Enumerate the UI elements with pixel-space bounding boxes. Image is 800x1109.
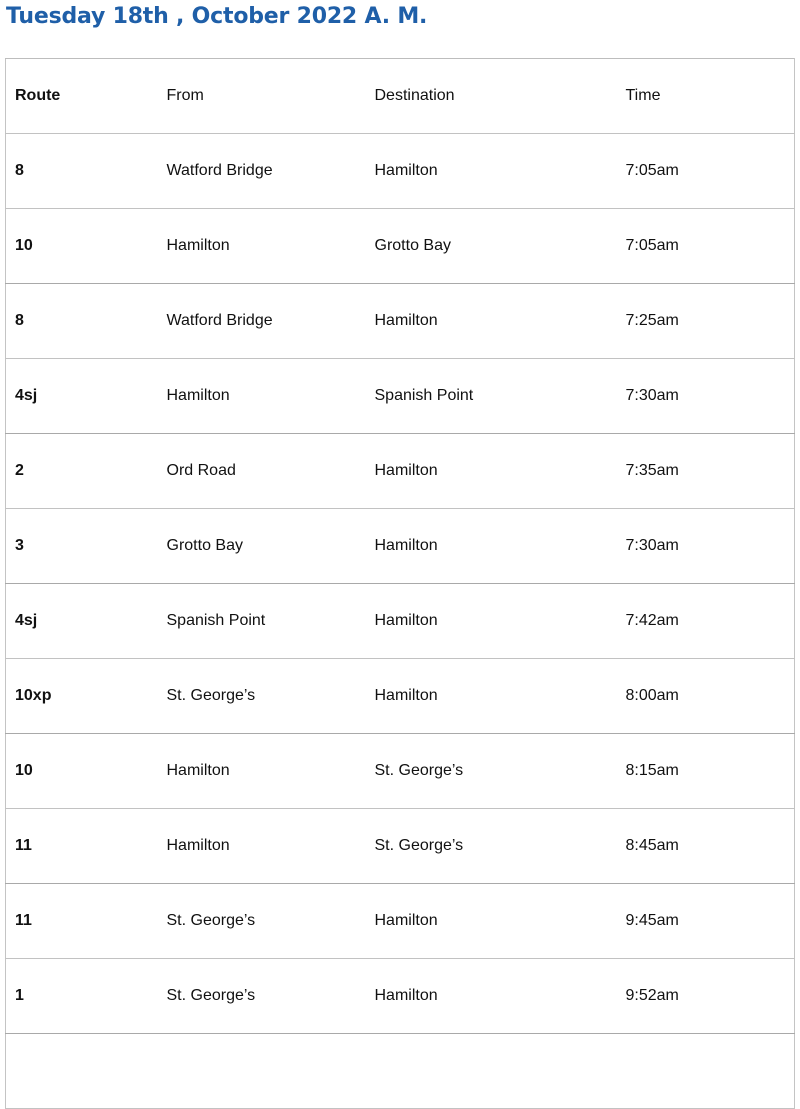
cell-destination: Hamilton: [366, 884, 617, 959]
table-row: [6, 209, 795, 284]
cell-destination: Hamilton: [366, 509, 617, 584]
cell-route: 11: [6, 884, 158, 959]
cell-route: 4sj: [6, 584, 158, 659]
cell-route: 8: [6, 284, 158, 359]
cell-from: St. George’s: [158, 884, 366, 959]
cell-time: 9:52am: [617, 959, 795, 1034]
cell-route: 2: [6, 434, 158, 509]
cell-destination: Hamilton: [366, 959, 617, 1034]
page-title: Tuesday 18th , October 2022 A. M.: [6, 4, 428, 29]
cell-time: 8:45am: [617, 809, 795, 884]
cell-route: 10: [6, 209, 158, 284]
table-row: [6, 884, 795, 959]
cell-from: Hamilton: [158, 809, 366, 884]
table-row: [6, 734, 795, 809]
cell-route: 4sj: [6, 359, 158, 434]
cell-destination: St. George’s: [366, 809, 617, 884]
cell-time: 7:05am: [617, 134, 795, 209]
cell-from: [158, 1034, 366, 1109]
cell-time: 7:30am: [617, 509, 795, 584]
cell-from: Spanish Point: [158, 584, 366, 659]
table-row: [6, 1034, 795, 1109]
header-destination: Destination: [366, 59, 617, 134]
schedule-body: [6, 59, 795, 1109]
cell-time: 7:42am: [617, 584, 795, 659]
table-row: [6, 434, 795, 509]
header-route: Route: [6, 59, 158, 134]
cell-time: [617, 1034, 795, 1109]
cell-route: 8: [6, 134, 158, 209]
cell-route: 10: [6, 734, 158, 809]
cell-from: Hamilton: [158, 209, 366, 284]
table-row: [6, 659, 795, 734]
cell-from: Watford Bridge: [158, 134, 366, 209]
cell-from: Watford Bridge: [158, 284, 366, 359]
table-row: [6, 959, 795, 1034]
table-row: [6, 509, 795, 584]
table-header-row: [6, 59, 795, 134]
table-row: [6, 134, 795, 209]
table-row: [6, 359, 795, 434]
cell-from: Hamilton: [158, 359, 366, 434]
cell-time: 7:25am: [617, 284, 795, 359]
cell-route: 10xp: [6, 659, 158, 734]
cell-destination: Grotto Bay: [366, 209, 617, 284]
bus-schedule-table: [5, 58, 795, 1109]
cell-destination: St. George’s: [366, 734, 617, 809]
cell-from: St. George’s: [158, 959, 366, 1034]
cell-time: 7:05am: [617, 209, 795, 284]
cell-destination: Hamilton: [366, 584, 617, 659]
cell-from: Ord Road: [158, 434, 366, 509]
table-row: [6, 584, 795, 659]
cell-time: 8:00am: [617, 659, 795, 734]
cell-destination: [366, 1034, 617, 1109]
cell-time: 9:45am: [617, 884, 795, 959]
cell-from: Grotto Bay: [158, 509, 366, 584]
cell-route: 3: [6, 509, 158, 584]
cell-destination: Spanish Point: [366, 359, 617, 434]
cell-route: 1: [6, 959, 158, 1034]
header-from: From: [158, 59, 366, 134]
table-row: [6, 809, 795, 884]
cell-route: 11: [6, 809, 158, 884]
cell-route: [6, 1034, 158, 1109]
cell-time: 7:30am: [617, 359, 795, 434]
cell-from: St. George’s: [158, 659, 366, 734]
cell-time: 7:35am: [617, 434, 795, 509]
header-time: Time: [617, 59, 795, 134]
cell-destination: Hamilton: [366, 434, 617, 509]
table-row: [6, 284, 795, 359]
cell-destination: Hamilton: [366, 284, 617, 359]
cell-destination: Hamilton: [366, 659, 617, 734]
cell-from: Hamilton: [158, 734, 366, 809]
cell-destination: Hamilton: [366, 134, 617, 209]
cell-time: 8:15am: [617, 734, 795, 809]
